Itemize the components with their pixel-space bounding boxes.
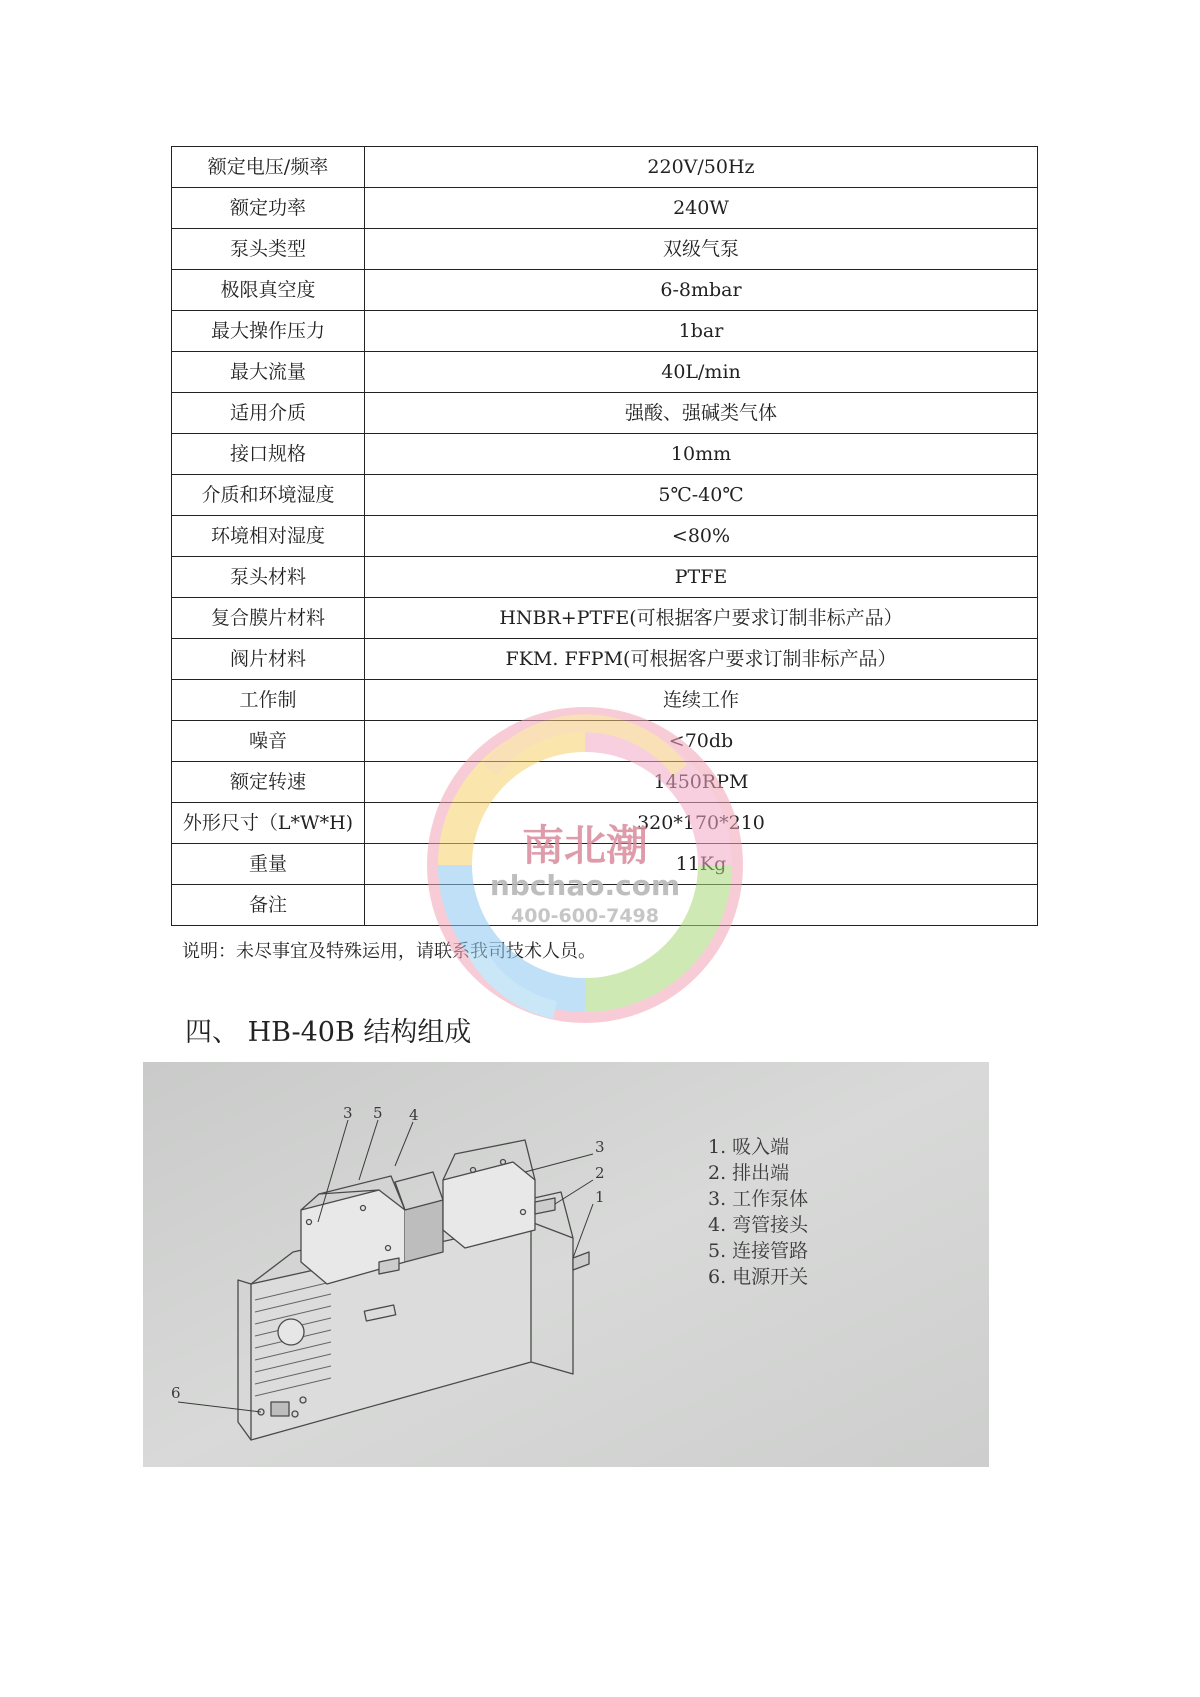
spec-row (172, 844, 1038, 885)
spec-value (365, 885, 1038, 926)
spec-table-body (172, 147, 1038, 926)
callout-number: 4 (409, 1106, 419, 1124)
spec-label: 介质和环境湿度 (172, 475, 365, 516)
spec-row (172, 762, 1038, 803)
spec-value: 6-8mbar (365, 270, 1038, 311)
watermark-phone: 400-600-7498 (511, 905, 659, 927)
spec-row (172, 393, 1038, 434)
spec-value: 1450RPM (365, 762, 1038, 803)
spec-label: 工作制 (172, 680, 365, 721)
callout-number: 5 (373, 1104, 383, 1122)
spec-row (172, 311, 1038, 352)
spec-row (172, 680, 1038, 721)
spec-label: 泵头材料 (172, 557, 365, 598)
spec-row (172, 270, 1038, 311)
spec-label: 极限真空度 (172, 270, 365, 311)
legend-item: 4. 弯管接头 (708, 1214, 809, 1236)
spec-label: 环境相对湿度 (172, 516, 365, 557)
spec-row (172, 188, 1038, 229)
spec-row (172, 557, 1038, 598)
spec-label: 外形尺寸（L*W*H) (172, 803, 365, 844)
legend-item: 3. 工作泵体 (708, 1188, 809, 1210)
spec-table (171, 146, 1038, 926)
spec-label: 泵头类型 (172, 229, 365, 270)
callout-number: 1 (595, 1188, 605, 1206)
note-text: 说明：未尽事宜及特殊运用，请联系我司技术人员。 (182, 941, 596, 962)
callout-number: 3 (595, 1138, 605, 1156)
spec-value: 强酸、强碱类气体 (365, 393, 1038, 434)
spec-label: 额定功率 (172, 188, 365, 229)
figure-legend (708, 1134, 808, 1290)
spec-label: 最大操作压力 (172, 311, 365, 352)
legend-item: 2. 排出端 (708, 1162, 790, 1184)
spec-value: 1bar (365, 311, 1038, 352)
spec-row (172, 639, 1038, 680)
spec-label: 噪音 (172, 721, 365, 762)
spec-value: 10mm (365, 434, 1038, 475)
spec-value: FKM. FFPM(可根据客户要求订制非标产品） (365, 639, 1038, 680)
spec-label: 额定电压/频率 (172, 147, 365, 188)
spec-label: 备注 (172, 885, 365, 926)
spec-value: 5℃-40℃ (365, 475, 1038, 516)
spec-label: 接口规格 (172, 434, 365, 475)
spec-value: 连续工作 (365, 680, 1038, 721)
spec-value: 240W (365, 188, 1038, 229)
legend-item: 1. 吸入端 (708, 1136, 790, 1158)
spec-row (172, 352, 1038, 393)
spec-row (172, 885, 1038, 926)
spec-row (172, 475, 1038, 516)
spec-row (172, 721, 1038, 762)
callout-number: 2 (595, 1164, 605, 1182)
spec-row (172, 516, 1038, 557)
callout-number: 3 (343, 1104, 353, 1122)
spec-value: PTFE (365, 557, 1038, 598)
spec-row (172, 803, 1038, 844)
spec-row (172, 434, 1038, 475)
callout-number: 6 (171, 1384, 181, 1402)
spec-label: 重量 (172, 844, 365, 885)
spec-value: 40L/min (365, 352, 1038, 393)
section-heading: 四、 HB-40B 结构组成 (185, 1017, 472, 1048)
spec-value: <70db (365, 721, 1038, 762)
spec-value: 双级气泵 (365, 229, 1038, 270)
spec-label: 阀片材料 (172, 639, 365, 680)
watermark-site: nbchao.com (489, 869, 681, 902)
spec-row (172, 229, 1038, 270)
spec-label: 额定转速 (172, 762, 365, 803)
legend-item: 6. 电源开关 (708, 1266, 809, 1288)
structure-figure (143, 1062, 989, 1467)
legend-item: 5. 连接管路 (708, 1240, 809, 1262)
spec-label: 复合膜片材料 (172, 598, 365, 639)
spec-value: 320*170*210 (365, 803, 1038, 844)
spec-label: 适用介质 (172, 393, 365, 434)
spec-value: 220V/50Hz (365, 147, 1038, 188)
spec-row (172, 147, 1038, 188)
spec-value: HNBR+PTFE(可根据客户要求订制非标产品） (365, 598, 1038, 639)
watermark-brand: 南北潮 (521, 821, 649, 870)
spec-row (172, 598, 1038, 639)
spec-value: <80% (365, 516, 1038, 557)
spec-value: 11Kg (365, 844, 1038, 885)
spec-label: 最大流量 (172, 352, 365, 393)
pump-drawing (143, 1062, 989, 1467)
